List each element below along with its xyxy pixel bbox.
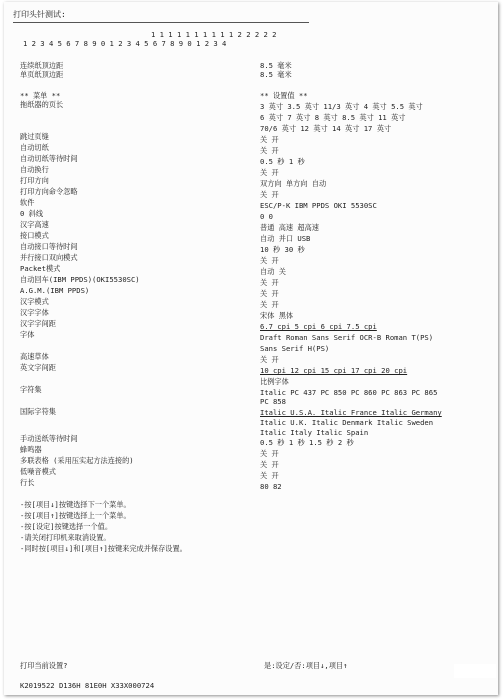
yes-no-prompt: 是:设定/否:项目↓,项目↑ [264,661,348,670]
setting-value: 双方向 单方向 自动 [260,179,327,188]
setting-label: 自动切纸 [20,143,49,152]
setting-label: 自动接口等待时间 [20,242,78,251]
setting-value: 10 秒 30 秒 [260,245,305,254]
setting-label: 自动换行 [20,165,49,174]
setting-label: 自动回车(IBM PPDS)(OKI5530SC) [20,275,140,284]
instruction-line: -按[项目↓]按键选择下一个菜单。 [20,500,131,509]
setting-value: 关 开 [260,300,279,309]
setting-value: ESC/P-K IBM PPDS OKI 5530SC [260,201,377,210]
setting-value: 自动 并口 USB [260,234,311,243]
pin-test-title: 打印头针测试: [13,10,66,19]
setting-value: 关 开 [260,135,279,144]
setting-label: 拖纸器的页长 [20,100,64,109]
setting-value: Italic U.K. Italic Denmark Italic Sweden [260,418,434,427]
print-current-settings-prompt: 打印当前设置? [20,661,68,670]
setting-label: 蜂鸣器 [20,445,42,454]
setting-value: 8.5 毫米 [260,70,292,79]
setting-value: 关 开 [260,449,279,458]
setting-label: 手动送纸等待时间 [20,434,78,443]
pin-numbers-tens: 1 1 1 1 1 1 1 1 1 1 2 2 2 2 2 [151,30,277,39]
printout-page [4,2,498,695]
setting-value: 关 开 [260,278,279,287]
setting-value: 自动 关 [260,267,286,276]
menu-header: ** 菜单 ** [20,91,61,100]
setting-label: 国际字符集 [20,407,56,416]
firmware-id: K2019522 D136H 81E0H X33X000724 [20,681,155,690]
setting-value: 普通 高速 超高速 [260,223,319,232]
setting-value: 关 开 [260,460,279,469]
setting-label: 接口模式 [20,231,49,240]
setting-label: 行长 [20,478,35,487]
pin-test-rule [13,22,309,23]
setting-value: 关 开 [260,168,279,177]
setting-value: 0.5 秒 1 秒 1.5 秒 2 秒 [260,438,354,447]
setting-value: 8.5 毫米 [260,61,292,70]
setting-value: 3 英寸 3.5 英寸 11/3 英寸 4 英寸 5.5 英寸 [260,102,423,111]
setting-label: 汉字字间距 [20,319,56,328]
setting-value: 关 开 [260,146,279,155]
setting-label: 打印方向 [20,176,49,185]
instruction-line: -请关闭打印机来取消设置。 [20,533,111,542]
setting-value: 关 开 [260,289,279,298]
setting-value: 关 开 [260,256,279,265]
setting-label: 软件 [20,198,35,207]
setting-label: 跳过页缝 [20,132,49,141]
setting-value: 80 82 [260,482,282,491]
setting-label: 汉字高速 [20,220,49,229]
setting-value: 关 开 [260,471,279,480]
setting-label: 汉字字体 [20,308,49,317]
setting-label: 汉字模式 [20,297,49,306]
setting-value: Draft Roman Sans Serif OCR-B Roman T(PS) [260,333,434,342]
setting-value: Italic PC 437 PC 850 PC 860 PC 863 PC 865 [260,388,438,397]
setting-value: 关 开 [260,355,279,364]
setting-value: 70/6 英寸 12 英寸 14 英寸 17 英寸 [260,124,392,133]
setting-value: 0.5 秒 1 秒 [260,157,305,166]
setting-label: 字体 [20,330,35,339]
setting-label: A.G.M.(IBM PPDS) [20,286,90,295]
setting-label: 多联表格 (采用压实起方法连接的) [20,456,134,465]
setting-label: 高速草体 [20,352,49,361]
setting-value: 10 cpi 12 cpi 15 cpi 17 cpi 20 cpi [260,366,408,375]
instruction-line: -按[设定]按键选择一个值。 [20,522,113,531]
setting-value: Italic U.S.A. Italic France Italic Germany [260,408,442,417]
setting-value: 宋体 黑体 [260,311,294,320]
setting-label: 字符集 [20,385,42,394]
setting-value: Italic Italy Italic Spain [260,428,369,437]
setting-label: 打印方向命令忽略 [20,187,78,196]
setting-label: 英文字间距 [20,363,56,372]
setting-label: 低噪音模式 [20,467,56,476]
setting-value: 比例字体 [260,377,289,386]
setting-label: 单页纸顶边距 [20,70,64,79]
corner-blank [454,664,496,678]
setting-label: 连续纸顶边距 [20,61,64,70]
setting-label: 0 斜线 [20,209,44,218]
instruction-line: -按[项目↑]按键选择上一个菜单。 [20,511,131,520]
pin-numbers-units: 1 2 3 4 5 6 7 8 9 0 1 2 3 4 5 6 7 8 9 0 1 2 3 4 [23,39,227,48]
setting-label: 自动切纸等待时间 [20,154,78,163]
setting-value: Sans Serif H(PS) [260,344,330,353]
setting-label: Packet模式 [20,264,61,273]
setting-value: 6 英寸 7 英寸 8 英寸 8.5 英寸 11 英寸 [260,113,406,122]
setting-label: 并行接口双向模式 [20,253,78,262]
setting-value: 0 0 [260,212,273,221]
setting-value: 6.7 cpi 5 cpi 6 cpi 7.5 cpi [260,322,377,331]
setting-value: PC 858 [260,397,286,406]
setting-value: 关 开 [260,190,279,199]
instruction-line: -同时按[项目↓]和[项目↑]按键来完成并保存设置。 [20,544,187,553]
values-header: ** 设置值 ** [260,91,308,100]
